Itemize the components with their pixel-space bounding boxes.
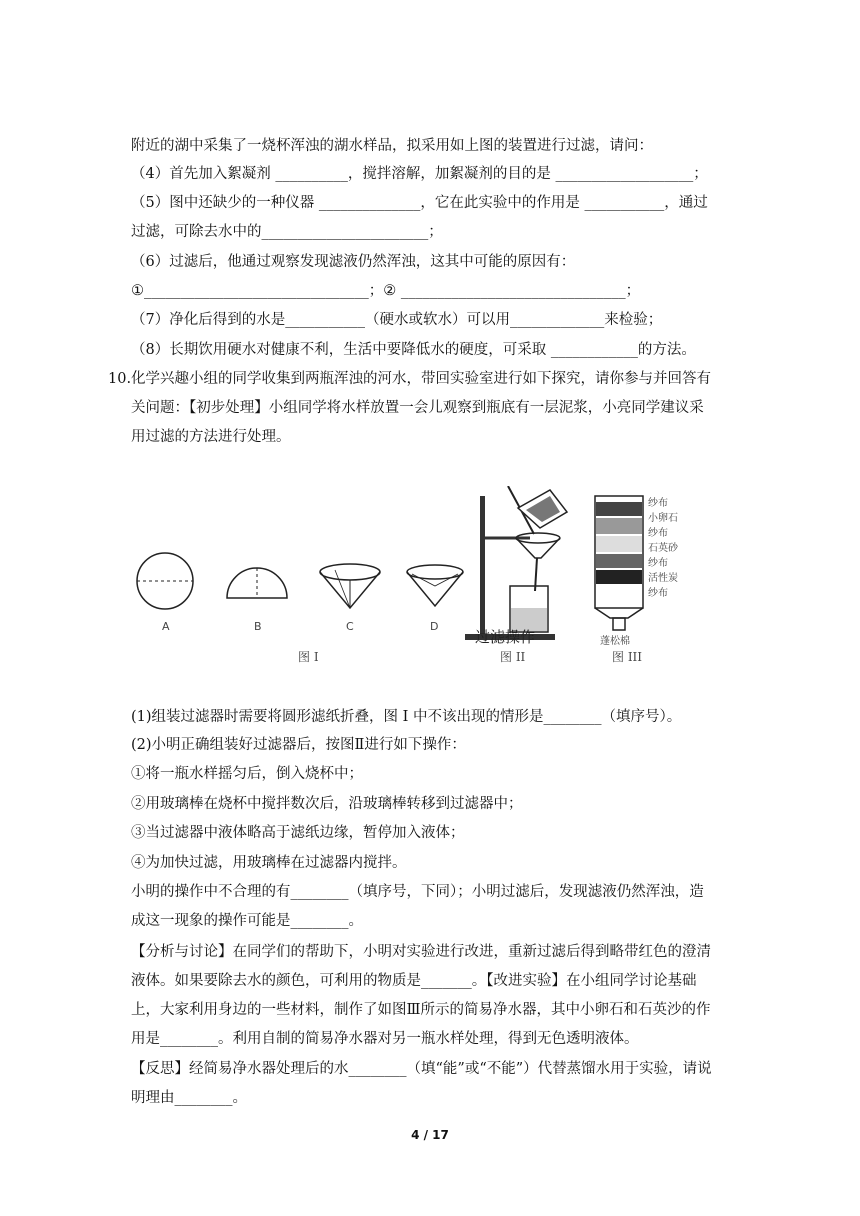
text-line-11: 用过滤的方法进行处理。 [131, 429, 291, 445]
text-line-20: 【分析与讨论】在同学们的帮助下，小明对实验进行改进，重新过滤后得到略带红色的澄清 [131, 944, 711, 960]
layer-label-6: 活性炭 [648, 573, 678, 584]
text-line-12: (1)组装过滤器时需要将圆形滤纸折叠，图 I 中不该出现的情形是________（填序号）。 [131, 709, 682, 725]
page-number: 4 / 17 [411, 1128, 449, 1142]
label-c: C [346, 620, 354, 633]
text-line-21: 液体。如果要除去水的颜色，可利用的物质是_______。【改进实验】在小组同学讨论基础 [131, 973, 697, 989]
question-number: 10. [108, 371, 132, 387]
layer-label-1: 纱布 [648, 498, 668, 509]
text-line-18: 小明的操作中不合理的有________（填序号，下同）；小明过滤后，发现滤液仍然浑浊，造 [131, 884, 704, 900]
text-line-15: ②用玻璃棒在烧杯中搅拌数次后，沿玻璃棒转移到过滤器中； [131, 796, 523, 812]
filter-operation-caption: 过滤操作 [475, 628, 536, 646]
text-line-17: ④为加快过滤，用玻璃棒在过滤器内搅拌。 [131, 855, 407, 871]
text-line-6: ①_______________________________；② _______________________________； [131, 283, 641, 299]
text-line-4: 过滤，可除去水中的_______________________； [131, 224, 443, 240]
text-line-9: 化学兴趣小组的同学收集到两瓶浑浊的河水，带回实验室进行如下探究，请你参与并回答有 [131, 371, 711, 387]
label-a: A [162, 620, 170, 633]
label-d: D [430, 620, 439, 633]
figure-3-caption: 图 III [612, 650, 643, 664]
text-line-3: （5）图中还缺少的一种仪器 ______________，它在此实验中的作用是 ___________，通过 [131, 195, 708, 211]
figure-2-caption: 图 II [500, 650, 526, 664]
text-line-16: ③当过滤器中液体略高于滤纸边缘，暂停加入液体； [131, 825, 465, 841]
text-line-8: （8）长期饮用硬水对健康不利，生活中要降低水的硬度，可采取 ____________的方法。 [131, 342, 696, 358]
layer-label-7: 纱布 [648, 588, 668, 599]
layer-label-5: 纱布 [648, 558, 668, 569]
text-line-1: 附近的湖中采集了一烧杯浑浊的湖水样品，拟采用如上图的装置进行过滤，请问： [131, 138, 653, 154]
layer-label-3: 纱布 [648, 528, 668, 539]
text-line-14: ①将一瓶水样摇匀后，倒入烧杯中； [131, 766, 363, 782]
text-line-7: （7）净化后得到的水是___________（硬水或软水）可以用_____________来检验； [131, 312, 663, 328]
text-line-5: （6）过滤后，他通过观察发现滤液仍然浑浊，这其中可能的原因有： [131, 254, 576, 270]
layer-label-4: 石英砂 [648, 543, 678, 554]
text-line-22: 上，大家利用身边的一些材料，制作了如图Ⅲ所示的简易净水器，其中小卵石和石英沙的作 [131, 1002, 711, 1018]
layer-label-2: 小卵石 [648, 513, 678, 524]
text-line-13: (2)小明正确组装好过滤器后，按图Ⅱ进行如下操作： [131, 737, 466, 753]
figure-drawing [130, 486, 690, 676]
text-line-2: （4）首先加入絮凝剂 __________，搅拌溶解，加絮凝剂的目的是 ___________________； [131, 166, 708, 182]
cotton-label: 蓬松棉 [600, 636, 630, 647]
text-line-23: 用是________。利用自制的简易净水器对另一瓶水样处理，得到无色透明液体。 [131, 1031, 639, 1047]
label-b: B [254, 620, 262, 633]
text-line-25: 明理由________。 [131, 1090, 247, 1106]
text-line-19: 成这一现象的操作可能是________。 [131, 913, 363, 929]
text-line-24: 【反思】经简易净水器处理后的水________（填“能”或“不能”）代替蒸馏水用于实验，请说 [131, 1061, 712, 1077]
experiment-figure [130, 486, 690, 676]
iron-stand [480, 496, 485, 636]
figure-1-caption: 图 I [298, 650, 319, 664]
text-line-10: 关问题：【初步处理】小组同学将水样放置一会儿观察到瓶底有一层泥浆，小亮同学建议采 [131, 400, 704, 416]
